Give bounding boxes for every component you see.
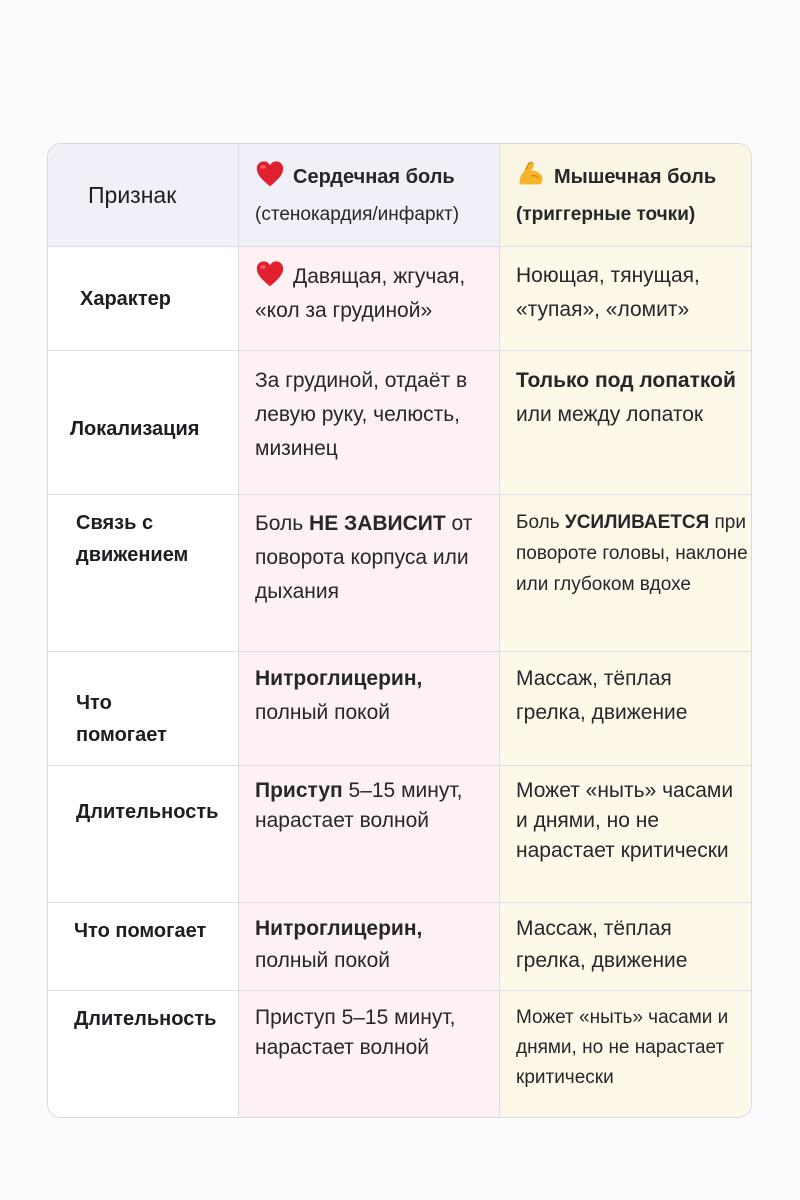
heart-cell-text: Боль (255, 512, 310, 535)
header-heart-pain (239, 144, 500, 246)
heart-cell-text: полный покой (255, 701, 390, 724)
heart-cell (239, 247, 500, 350)
row-label-text: Что (76, 691, 112, 714)
row-label (48, 652, 239, 765)
row-label-text: движением (76, 544, 189, 566)
heart-icon (255, 159, 285, 189)
header-feature-label: Признак (88, 182, 177, 208)
heart-cell-text: от поворота корпуса или дыхания (255, 512, 473, 603)
muscle-cell (500, 351, 751, 494)
heart-cell (239, 903, 500, 990)
row-label-text: Локализация (70, 417, 200, 440)
muscle-cell-text: Может «ныть» часами и днями, но не нарастает критически (516, 1007, 729, 1088)
muscle-cell (500, 652, 751, 765)
muscle-cell-text: Ноющая, тянущая, «тупая», «ломит» (516, 264, 700, 321)
heart-cell (239, 991, 500, 1117)
row-label (48, 495, 239, 651)
heart-cell (239, 652, 500, 765)
muscle-cell-text: Может «ныть» часами и днями, но не нарастает критически (516, 779, 734, 862)
table-row (48, 903, 751, 991)
row-label-text: Связь с (76, 512, 154, 534)
heart-cell (239, 766, 500, 902)
heart-cell (239, 495, 500, 651)
muscle-cell (500, 247, 751, 350)
muscle-cell (500, 495, 751, 651)
muscle-cell-emphasis: УСИЛИВАЕТСЯ (564, 512, 710, 533)
table-row (48, 652, 751, 766)
row-label (48, 766, 239, 902)
muscle-cell (500, 903, 751, 990)
heart-cell-emphasis: НЕ ЗАВИСИТ (309, 512, 446, 535)
heart-cell-text: 5–15 минут, нарастает волной (255, 779, 463, 832)
muscle-cell-text: при повороте головы, наклоне или глубоком вдохе (516, 512, 748, 595)
header-heart-title: Сердечная боль (293, 166, 455, 188)
muscle-cell-emphasis: Только под лопаткой (516, 369, 736, 392)
table-row (48, 495, 751, 652)
heart-cell-emphasis: Нитроглицерин, (255, 917, 423, 940)
row-label-text: Длительность (74, 1008, 217, 1030)
row-label-text: помогает (76, 723, 167, 746)
table-header-row (48, 144, 751, 247)
table-row (48, 351, 751, 495)
heart-cell-text: Приступ 5–15 минут, нарастает волной (255, 1006, 456, 1059)
muscle-cell-text: Боль (516, 512, 565, 533)
heart-cell (239, 351, 500, 494)
heart-cell-emphasis: Приступ (255, 779, 343, 802)
row-label (48, 351, 239, 494)
row-label-text: Что помогает (74, 920, 207, 942)
row-label (48, 903, 239, 990)
muscle-cell-text: Массаж, тёплая грелка, движение (516, 667, 688, 724)
header-muscle-subtitle: (триггерные точки) (516, 204, 696, 225)
muscle-cell-text: Массаж, тёплая грелка, движение (516, 917, 688, 972)
header-muscle-title: Мышечная боль (554, 166, 717, 188)
table-row (48, 766, 751, 903)
heart-cell-emphasis: Нитроглицерин, (255, 667, 423, 690)
heart-cell-text: За грудиной, отдаёт в левую руку, челюсть, мизинец (255, 369, 468, 460)
heart-cell-text: Давящая, жгучая, «кол за грудиной» (255, 265, 466, 322)
row-label (48, 991, 239, 1117)
table-row (48, 247, 751, 351)
header-heart-subtitle: (стенокардия/инфаркт) (255, 204, 460, 225)
heart-cell-text: полный покой (255, 949, 390, 972)
table-row (48, 991, 751, 1117)
row-label-text: Характер (80, 287, 171, 310)
header-feature (48, 144, 239, 246)
header-muscle-pain (500, 144, 751, 246)
heart-icon (255, 259, 285, 289)
comparison-table (47, 143, 752, 1118)
row-label-text: Длительность (76, 801, 219, 823)
muscle-cell-text: или между лопаток (516, 403, 704, 426)
muscle-cell (500, 991, 751, 1117)
muscle-cell (500, 766, 751, 902)
row-label (48, 247, 239, 350)
flexed-biceps-icon (516, 159, 546, 189)
